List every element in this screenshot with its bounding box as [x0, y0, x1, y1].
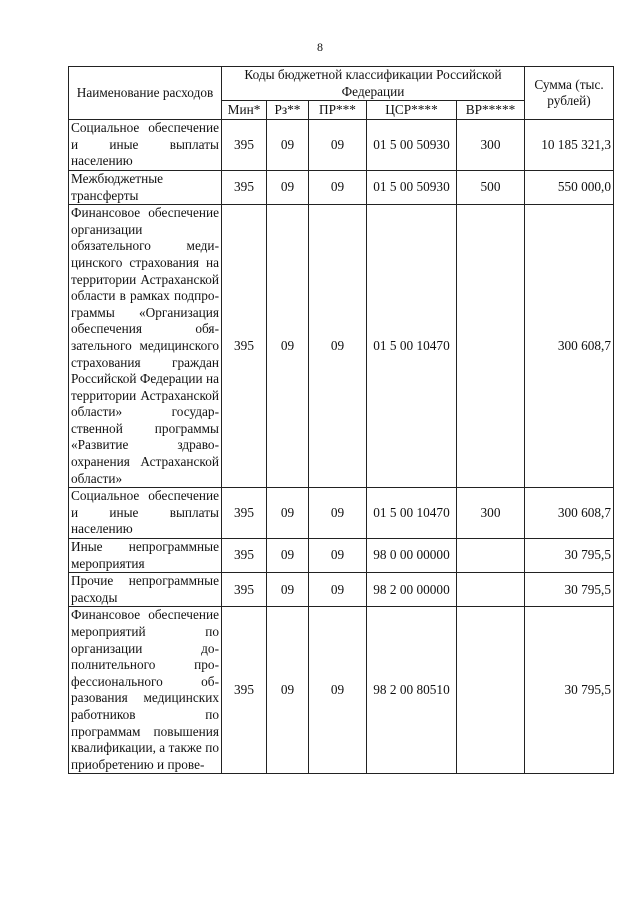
row-pr: 09	[309, 488, 367, 539]
row-min: 395	[222, 120, 267, 171]
row-vr	[457, 205, 525, 488]
header-rz: Рз**	[267, 101, 309, 120]
row-vr: 500	[457, 170, 525, 204]
header-sum: Сумма (тыс. рублей)	[525, 67, 614, 120]
row-csr: 01 5 00 10470	[367, 205, 457, 488]
row-csr: 98 2 00 80510	[367, 607, 457, 774]
header-row	[69, 67, 614, 101]
row-sum: 30 795,5	[525, 573, 614, 607]
row-rz: 09	[267, 120, 309, 171]
row-rz: 09	[267, 607, 309, 774]
table-row	[69, 488, 614, 539]
row-rz: 09	[267, 539, 309, 573]
row-pr: 09	[309, 607, 367, 774]
table-row	[69, 607, 614, 774]
row-csr: 01 5 00 10470	[367, 488, 457, 539]
header-pr: ПР***	[309, 101, 367, 120]
row-min: 395	[222, 205, 267, 488]
row-pr: 09	[309, 205, 367, 488]
row-vr	[457, 573, 525, 607]
row-pr: 09	[309, 573, 367, 607]
table-row	[69, 120, 614, 171]
row-sum: 30 795,5	[525, 539, 614, 573]
row-min: 395	[222, 170, 267, 204]
row-pr: 09	[309, 539, 367, 573]
row-name: Социальное обеспечение и иные выплаты населению	[69, 120, 222, 171]
row-name: Социальное обеспечение и иные выплаты населению	[69, 488, 222, 539]
page-number: 8	[317, 40, 323, 54]
row-name: Финансовое обеспечение мероприятий по организации дополнительного профессионального образования медицинских работников по программам повышения квалификации, а также по приобретению и прове-	[69, 607, 222, 774]
header-min: Мин*	[222, 101, 267, 120]
row-name: Финансовое обеспечение организации обязательного медицинского страхования на территории Астраханской области в рамках подпрограммы «Организация обеспечения обязательного медицинского страхования граждан Российской Федерации на территории Астраханской области» государственной программы «Развитие здравоохранения Астраханской области»	[69, 205, 222, 488]
row-rz: 09	[267, 573, 309, 607]
table-row	[69, 170, 614, 204]
row-csr: 01 5 00 50930	[367, 120, 457, 171]
table-row	[69, 205, 614, 488]
row-sum: 10 185 321,3	[525, 120, 614, 171]
row-pr: 09	[309, 120, 367, 171]
row-pr: 09	[309, 170, 367, 204]
row-sum: 300 608,7	[525, 205, 614, 488]
row-name: Межбюджетные трансферты	[69, 170, 222, 204]
row-vr: 300	[457, 488, 525, 539]
row-vr	[457, 607, 525, 774]
row-vr	[457, 539, 525, 573]
row-name: Прочие непрограммные расходы	[69, 573, 222, 607]
row-csr: 01 5 00 50930	[367, 170, 457, 204]
row-rz: 09	[267, 488, 309, 539]
row-sum: 550 000,0	[525, 170, 614, 204]
budget-table	[68, 66, 614, 774]
row-min: 395	[222, 573, 267, 607]
table-row	[69, 539, 614, 573]
table-row	[69, 573, 614, 607]
row-csr: 98 2 00 00000	[367, 573, 457, 607]
row-sum: 300 608,7	[525, 488, 614, 539]
row-name: Иные непрограммные мероприятия	[69, 539, 222, 573]
header-vr: ВР*****	[457, 101, 525, 120]
row-rz: 09	[267, 205, 309, 488]
row-csr: 98 0 00 00000	[367, 539, 457, 573]
row-min: 395	[222, 488, 267, 539]
row-min: 395	[222, 607, 267, 774]
row-vr: 300	[457, 120, 525, 171]
row-sum: 30 795,5	[525, 607, 614, 774]
header-name: Наименование расходов	[69, 67, 222, 120]
header-csr: ЦСР****	[367, 101, 457, 120]
row-min: 395	[222, 539, 267, 573]
row-rz: 09	[267, 170, 309, 204]
header-codes: Коды бюджетной классификации Российской Федерации	[222, 67, 525, 101]
